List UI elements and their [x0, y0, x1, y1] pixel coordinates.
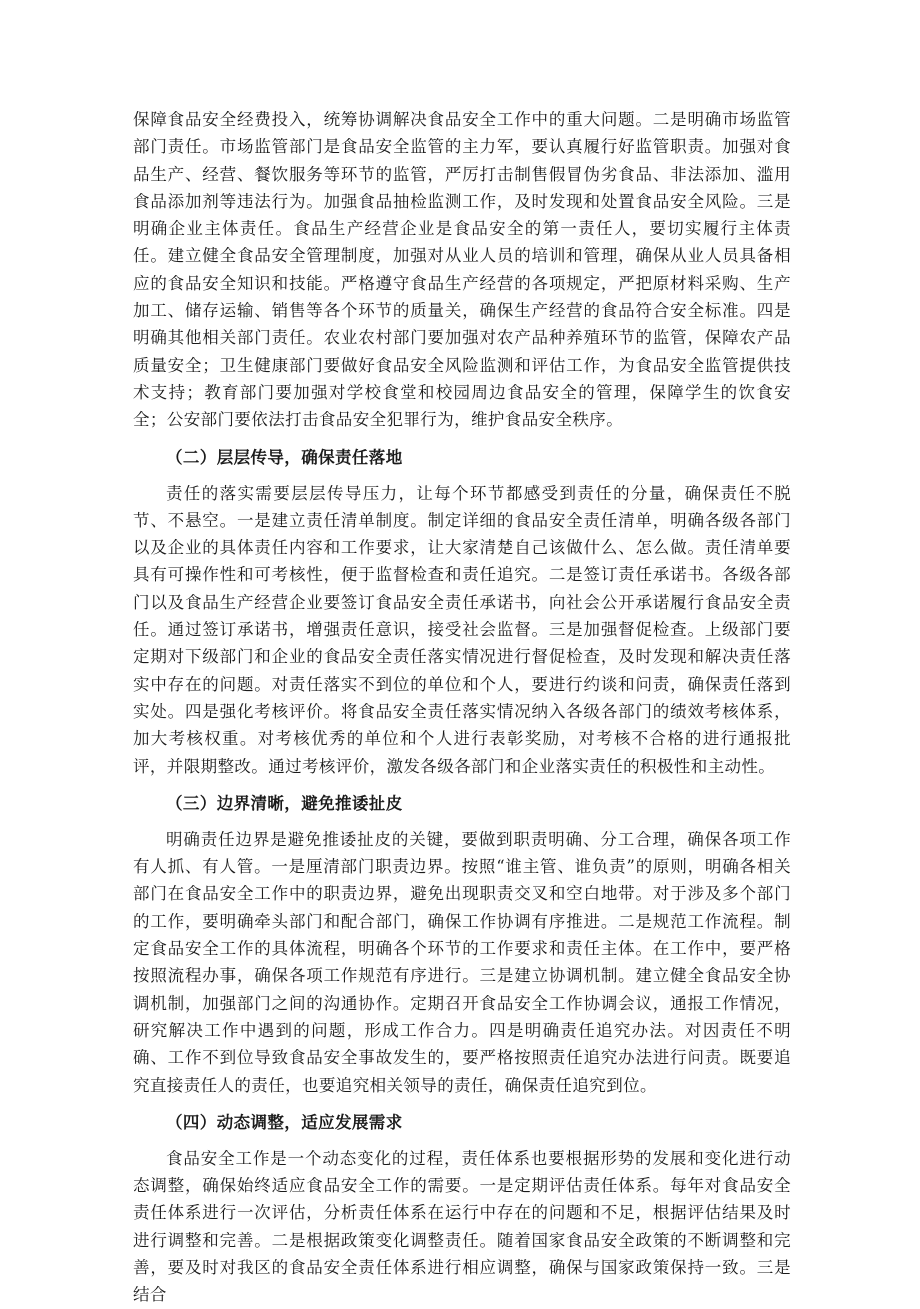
section-heading-3: （三）边界清晰，避免推诿扯皮 [166, 793, 403, 813]
section-heading-4: （四）动态调整，适应发展需求 [166, 1112, 403, 1132]
paragraph-responsibilities-continued: 保障食品安全经费投入，统筹协调解决食品安全工作中的重大问题。二是明确市场监管部门责任。市场监管部门是食品安全监管的主力军，要认真履行好监管职责。加强对食品生产、经营、餐饮服务等环节的监管，严厉打击制售假冒伪劣食品、非法添加、滥用食品添加剂等违法行为。加强食品抽检监测工作，及时发现和处置食品安全风险。三是明确企业主体责任。食品生产经营企业是食品安全的第一责任人，要切实履行主体责任。建立健全食品安全管理制度，加强对从业人员的培训和管理，确保从业人员具备相应的食品安全知识和技能。严格遵守食品生产经营的各项规定，严把原材料采购、生产加工、储存运输、销售等各个环节的质量关，确保生产经营的食品符合安全标准。四是明确其他相关部门责任。农业农村部门要加强对农产品种养殖环节的监管，保障农产品质量安全；卫生健康部门要做好食品安全风险监测和评估工作，为食品安全监管提供技术支持；教育部门要加强对学校食堂和校园周边食品安全的管理，保障学生的饮食安全；公安部门要依法打击食品安全犯罪行为，维护食品安全秩序。 [133, 110, 791, 430]
document-body [133, 106, 791, 1309]
paragraph-clear-boundaries: 明确责任边界是避免推诿扯皮的关键，要做到职责明确、分工合理，确保各项工作有人抓、有人管。一是厘清部门职责边界。按照“谁主管、谁负责”的原则，明确各相关部门在食品安全工作中的职责边界，避免出现职责交叉和空白地带。对于涉及多个部门的工作，要明确牵头部门和配合部门，确保工作协调有序推进。二是规范工作流程。制定食品安全工作的具体流程，明确各个环节的工作要求和责任主体。在工作中，要严格按照流程办事，确保各项工作规范有序进行。三是建立协调机制。建立健全食品安全协调机制，加强部门之间的沟通协作。定期召开食品安全工作协调会议，通报工作情况，研究解决工作中遇到的问题，形成工作合力。四是明确责任追究办法。对因责任不明确、工作不到位导致食品安全事故发生的，要严格按照责任追究办法进行问责。既要追究直接责任人的责任，也要追究相关领导的责任，确保责任追究到位。 [133, 829, 791, 1095]
paragraph-layered-transmission: 责任的落实需要层层传导压力，让每个环节都感受到责任的分量，确保责任不脱节、不悬空。一是建立责任清单制度。制定详细的食品安全责任清单，明确各级各部门以及企业的具体责任内容和工作要求，让大家清楚自己该做什么、怎么做。责任清单要具有可操作性和可考核性，便于监督检查和责任追究。二是签订责任承诺书。各级各部门以及食品生产经营企业要签订食品安全责任承诺书，向社会公开承诺履行食品安全责任。通过签订承诺书，增强责任意识，接受社会监督。三是加强督促检查。上级部门要定期对下级部门和企业的食品安全责任落实情况进行督促检查，及时发现和解决责任落实中存在的问题。对责任落实不到位的单位和个人，要进行约谈和问责，确保责任落到实处。四是强化考核评价。将食品安全责任落实情况纳入各级各部门的绩效考核体系，加大考核权重。对考核优秀的单位和个人进行表彰奖励，对考核不合格的进行通报批评，并限期整改。通过考核评价，激发各级各部门和企业落实责任的积极性和主动性。 [133, 483, 791, 776]
section-heading-2: （二）层层传导，确保责任落地 [166, 447, 403, 467]
paragraph-dynamic-adjustment: 食品安全工作是一个动态变化的过程，责任体系也要根据形势的发展和变化进行动态调整，确保始终适应食品安全工作的需要。一是定期评估责任体系。每年对食品安全责任体系进行一次评估，分析责任体系在运行中存在的问题和不足，根据评估结果及时进行调整和完善。二是根据政策变化调整责任。随着国家食品安全政策的不断调整和完善，要及时对我区的食品安全责任体系进行相应调整，确保与国家政策保持一致。三是结合 [133, 1148, 791, 1305]
